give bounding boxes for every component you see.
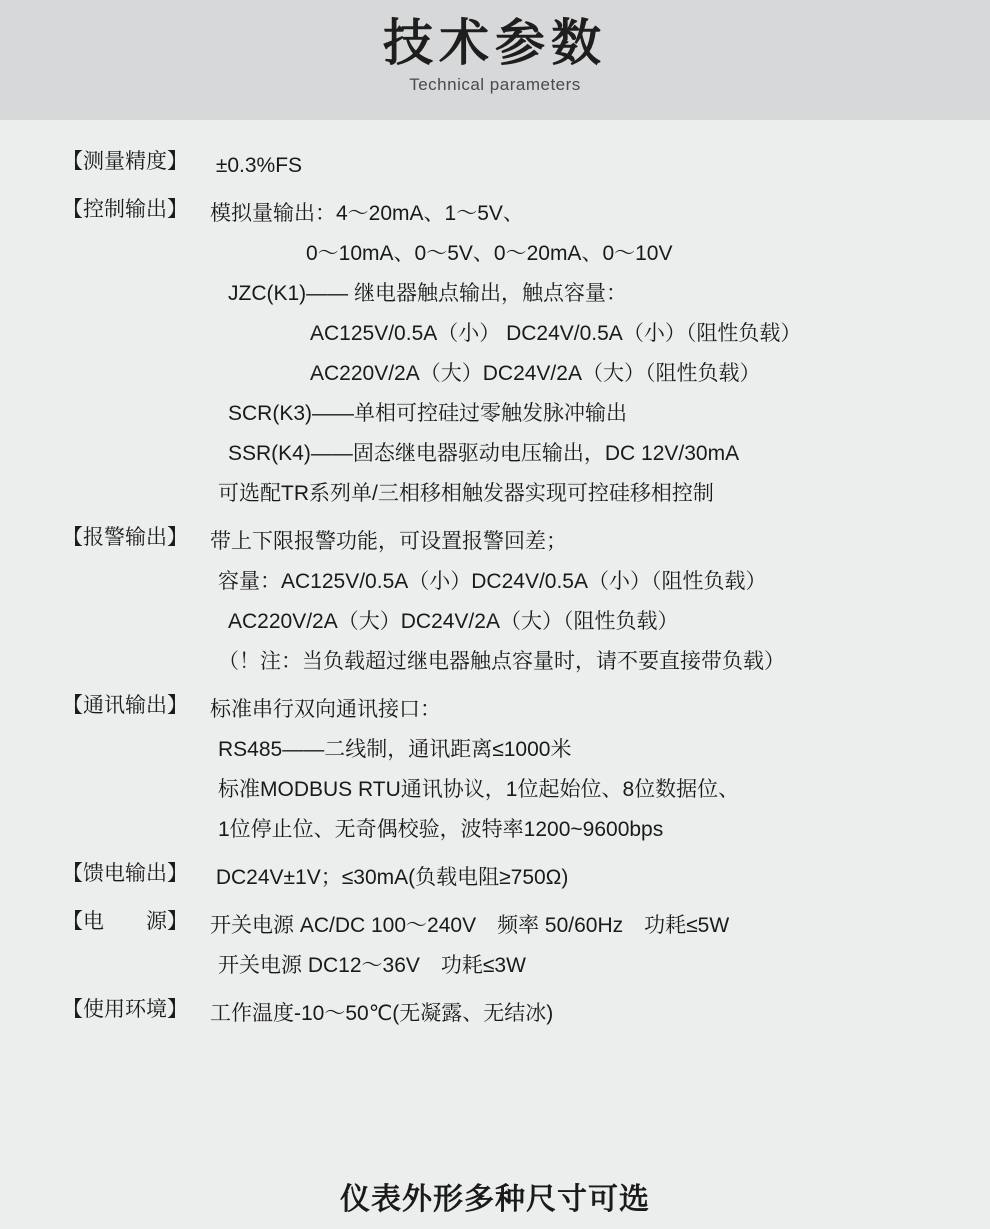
spec-line: DC24V±1V；≤30mA(负载电阻≥750Ω) (210, 866, 569, 889)
spec-line: AC125V/0.5A（小） DC24V/0.5A（小）（阻性负载） (310, 322, 802, 345)
spec-line: AC220V/2A（大）DC24V/2A（大）（阻性负载） (310, 362, 761, 385)
spec-line: （！注：当负载超过继电器触点容量时，请不要直接带负载） (218, 650, 785, 673)
spec-line: RS485——二线制，通讯距离≤1000米 (218, 738, 572, 761)
spec-line: 1位停止位、无奇偶校验，波特率1200~9600bps (218, 818, 664, 841)
page-title: 技术参数 (383, 15, 607, 71)
spec-value (210, 146, 990, 186)
spec-line: JZC(K1)—— 继电器触点输出，触点容量： (228, 282, 627, 305)
spec-line: 工作温度-10～50℃(无凝露、无结冰) (210, 1002, 554, 1025)
spec-line: 0～10mA、0～5V、0～20mA、0～10V (306, 242, 673, 265)
footer-title: 仪表外形多种尺寸可选 (340, 1183, 650, 1216)
spec-row (0, 522, 990, 682)
spec-label: 【通讯输出】 (62, 694, 188, 717)
spec-line: AC220V/2A（大）DC24V/2A（大）（阻性负载） (228, 610, 679, 633)
spec-value (210, 906, 990, 986)
spec-line: 容量：AC125V/0.5A（小）DC24V/0.5A（小）（阻性负载） (218, 570, 767, 593)
spec-line: 带上下限报警功能，可设置报警回差； (210, 530, 567, 553)
page-subtitle: Technical parameters (409, 75, 581, 94)
spec-line: 模拟量输出：4～20mA、1～5V、 (210, 202, 524, 225)
spec-value (210, 690, 990, 850)
spec-row (0, 858, 990, 898)
spec-row (0, 994, 990, 1034)
spec-line: SCR(K3)——单相可控硅过零触发脉冲输出 (228, 402, 628, 425)
spec-line: 开关电源 DC12～36V 功耗≤3W (218, 954, 526, 977)
spec-value (210, 858, 990, 898)
spec-label: 【电 源】 (62, 910, 188, 933)
spec-line: 可选配TR系列单/三相移相触发器实现可控硅移相控制 (218, 482, 714, 505)
spec-label: 【测量精度】 (62, 150, 188, 173)
spec-line: ±0.3%FS (210, 154, 303, 177)
spec-row (0, 906, 990, 986)
spec-line: 标准MODBUS RTU通讯协议，1位起始位、8位数据位、 (218, 778, 740, 801)
page-footer (0, 1179, 990, 1229)
spec-label: 【报警输出】 (62, 526, 188, 549)
spec-line: 标准串行双向通讯接口： (210, 698, 441, 721)
spec-row (0, 194, 990, 514)
page-header (0, 0, 990, 120)
spec-value (210, 994, 990, 1034)
spec-line: SSR(K4)——固态继电器驱动电压输出，DC 12V/30mA (228, 442, 740, 465)
spec-value (210, 194, 990, 514)
spec-row (0, 146, 990, 186)
spec-label: 【控制输出】 (62, 198, 188, 221)
spec-label: 【馈电输出】 (62, 862, 188, 885)
spec-value (210, 522, 990, 682)
spec-list (0, 120, 990, 1034)
spec-row (0, 690, 990, 850)
spec-label: 【使用环境】 (62, 998, 188, 1021)
spec-line: 开关电源 AC/DC 100～240V 频率 50/60Hz 功耗≤5W (210, 914, 730, 937)
